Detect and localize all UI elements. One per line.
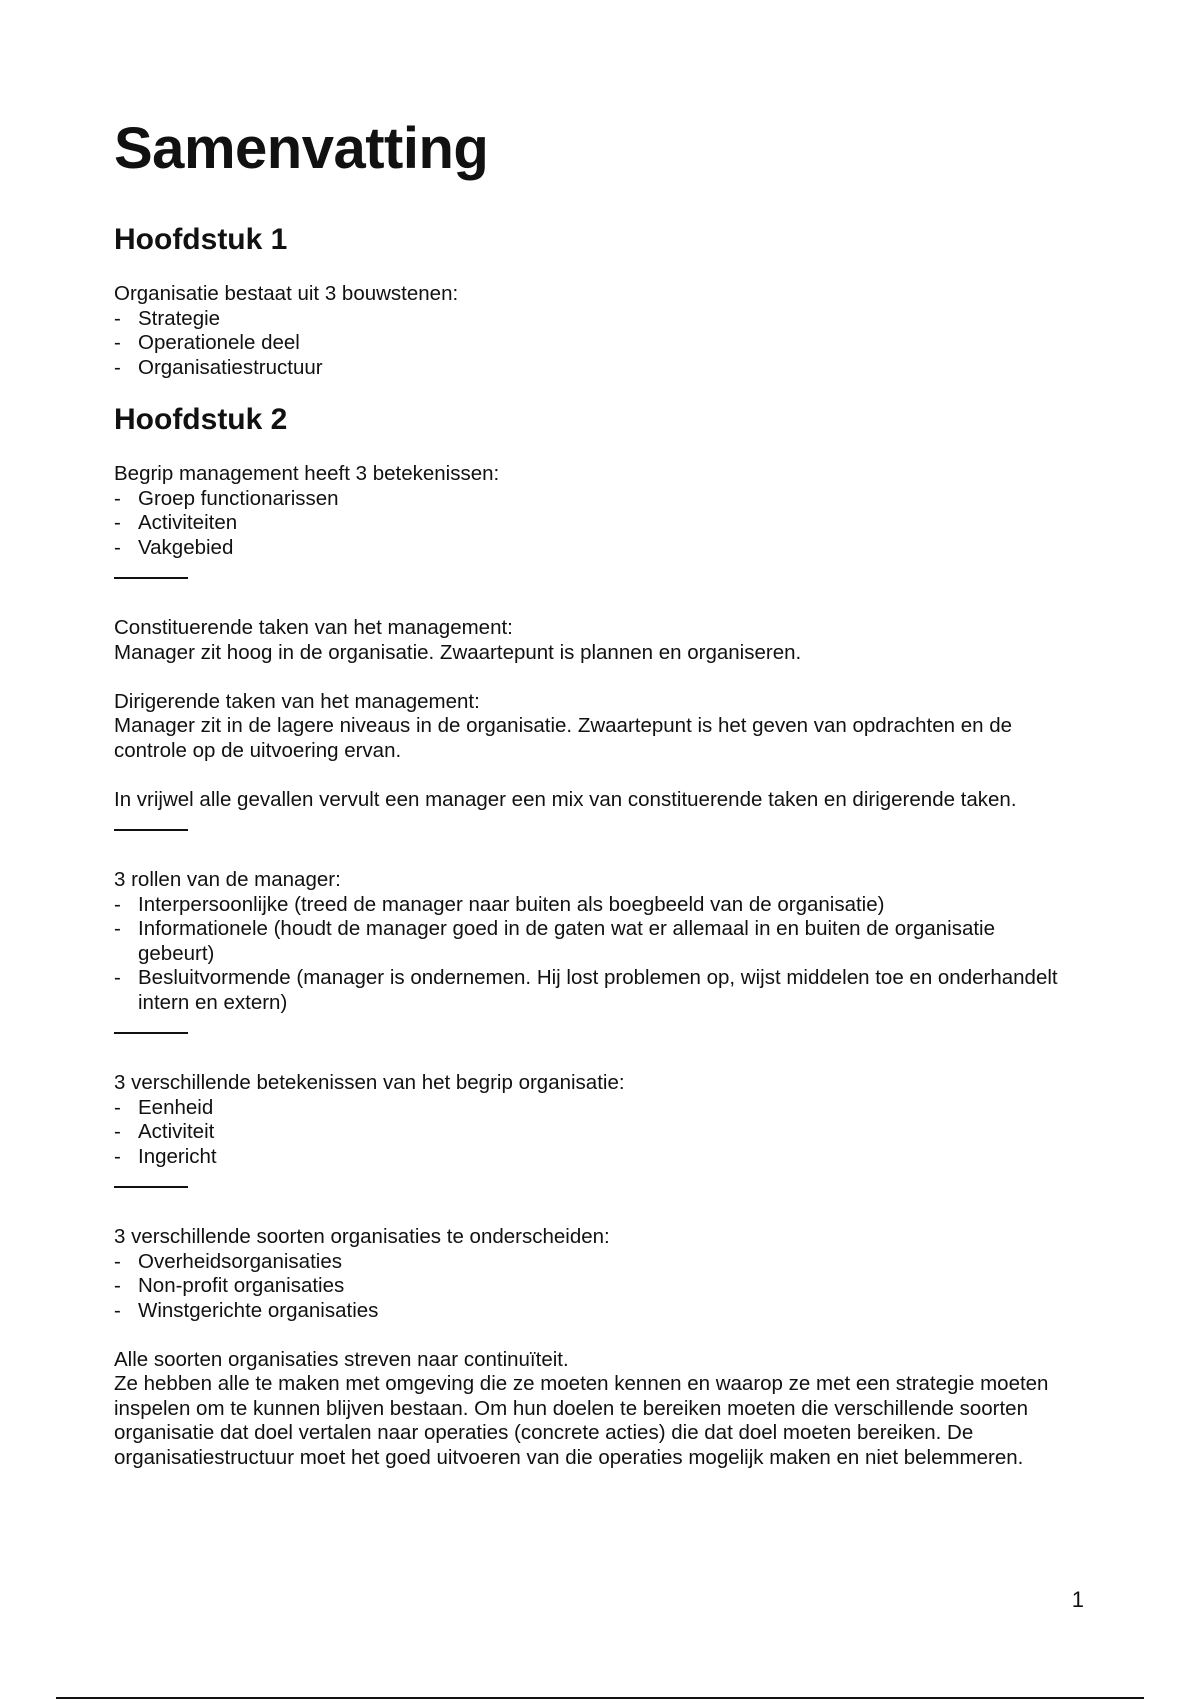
dash-bullet: - bbox=[114, 511, 121, 534]
page-bottom-divider bbox=[56, 1697, 1144, 1699]
paragraph-gap bbox=[114, 763, 1074, 788]
directing-tasks-text: Manager zit in de lagere niveaus in de organisatie. Zwaartepunt is het geven van opdrachten en de controle op de uitvoering ervan. bbox=[114, 714, 1013, 762]
management-intro: Begrip management heeft 3 betekenissen: bbox=[114, 462, 500, 485]
list-item-text: Informationele (houdt de manager goed in de gaten wat er allemaal in en buiten de organisatie gebeurt) bbox=[138, 917, 996, 965]
page-number: 1 bbox=[1071, 1587, 1084, 1612]
management-meanings-list bbox=[114, 487, 1074, 561]
dash-bullet: - bbox=[114, 1120, 121, 1143]
chapter-1-heading: Hoofdstuk 1 bbox=[114, 223, 288, 256]
list-item-text: Vakgebied bbox=[138, 535, 234, 559]
list-item-text: Organisatiestructuur bbox=[138, 355, 323, 379]
list-item bbox=[114, 893, 1074, 918]
constituting-tasks-heading: Constituerende taken van het management: bbox=[114, 616, 513, 639]
dash-bullet: - bbox=[114, 917, 121, 940]
section-divider bbox=[114, 577, 188, 579]
list-item-text: Overheidsorganisaties bbox=[138, 1249, 342, 1273]
paragraph-gap bbox=[114, 1323, 1074, 1348]
continuity-line: Alle soorten organisaties streven naar continuïteit. bbox=[114, 1347, 569, 1371]
dash-bullet: - bbox=[114, 892, 121, 916]
list-item bbox=[114, 536, 1074, 561]
list-item bbox=[114, 511, 1074, 536]
dash-bullet: - bbox=[114, 331, 121, 354]
organisation-meanings-intro: 3 verschillende betekenissen van het begrip organisatie: bbox=[114, 1071, 625, 1094]
list-item bbox=[114, 966, 1074, 1015]
section-divider bbox=[114, 1186, 188, 1188]
list-item bbox=[114, 356, 1074, 381]
list-item bbox=[114, 1299, 1074, 1324]
list-item-text: Operationele deel bbox=[138, 331, 300, 354]
dash-bullet: - bbox=[114, 1144, 121, 1168]
list-item-text: Besluitvormende (manager is ondernemen. Hij lost problemen op, wijst middelen toe en onderhandelt intern en extern) bbox=[138, 966, 1058, 1014]
list-item-text: Activiteit bbox=[138, 1120, 215, 1143]
organisation-types-list bbox=[114, 1250, 1074, 1324]
list-item-text: Groep functionarissen bbox=[138, 486, 339, 510]
list-item bbox=[114, 1250, 1074, 1275]
section-divider bbox=[114, 1032, 188, 1034]
dash-bullet: - bbox=[114, 355, 121, 379]
list-item-text: Strategie bbox=[138, 306, 221, 330]
dash-bullet: - bbox=[114, 966, 121, 989]
continuity-text: Ze hebben alle te maken met omgeving die ze moeten kennen en waarop ze met een strategie moeten inspelen om te kunnen blijven bestaan. Om hun doelen te bereiken moeten die verschillende soorten organisatie dat doel vertalen naar operaties (concrete acties) die dat doel moeten bereiken. De organisatiestructuur moet het goed uitvoeren van die operaties mogelijk maken en niet belemmeren. bbox=[114, 1372, 1049, 1469]
dash-bullet: - bbox=[114, 1298, 121, 1322]
list-item bbox=[114, 1120, 1074, 1145]
dash-bullet: - bbox=[114, 306, 121, 330]
manager-roles-intro: 3 rollen van de manager: bbox=[114, 868, 341, 891]
list-item-text: Activiteiten bbox=[138, 511, 238, 534]
page-content bbox=[114, 112, 1074, 1470]
list-item bbox=[114, 487, 1074, 512]
organisation-types-intro: 3 verschillende soorten organisaties te onderscheiden: bbox=[114, 1225, 610, 1248]
dash-bullet: - bbox=[114, 535, 121, 559]
dash-bullet: - bbox=[114, 1095, 121, 1119]
dash-bullet: - bbox=[114, 1249, 121, 1273]
building-blocks-list bbox=[114, 307, 1074, 381]
list-item-text: Interpersoonlijke (treed de manager naar buiten als boegbeeld van de organisatie) bbox=[138, 892, 885, 916]
list-item bbox=[114, 1274, 1074, 1299]
list-item-text: Eenheid bbox=[138, 1095, 214, 1119]
directing-tasks-heading: Dirigerende taken van het management: bbox=[114, 689, 480, 713]
list-item bbox=[114, 307, 1074, 332]
list-item bbox=[114, 917, 1074, 966]
list-item bbox=[114, 1145, 1074, 1170]
list-item bbox=[114, 331, 1074, 356]
chapter-1-intro: Organisatie bestaat uit 3 bouwstenen: bbox=[114, 282, 459, 305]
chapter-2-heading: Hoofdstuk 2 bbox=[114, 403, 288, 436]
paragraph-gap bbox=[114, 665, 1074, 690]
document-title: Samenvatting bbox=[114, 116, 489, 181]
list-item bbox=[114, 1096, 1074, 1121]
list-item-text: Ingericht bbox=[138, 1144, 217, 1168]
organisation-meanings-list bbox=[114, 1096, 1074, 1170]
dash-bullet: - bbox=[114, 486, 121, 510]
section-divider bbox=[114, 829, 188, 831]
dash-bullet: - bbox=[114, 1274, 121, 1297]
list-item-text: Non-profit organisaties bbox=[138, 1274, 345, 1297]
manager-roles-list bbox=[114, 893, 1074, 1016]
tasks-mix-text: In vrijwel alle gevallen vervult een manager een mix van constituerende taken en dirigerende taken. bbox=[114, 787, 1017, 811]
list-item-text: Winstgerichte organisaties bbox=[138, 1298, 379, 1322]
constituting-tasks-text: Manager zit hoog in de organisatie. Zwaartepunt is plannen en organiseren. bbox=[114, 640, 802, 664]
